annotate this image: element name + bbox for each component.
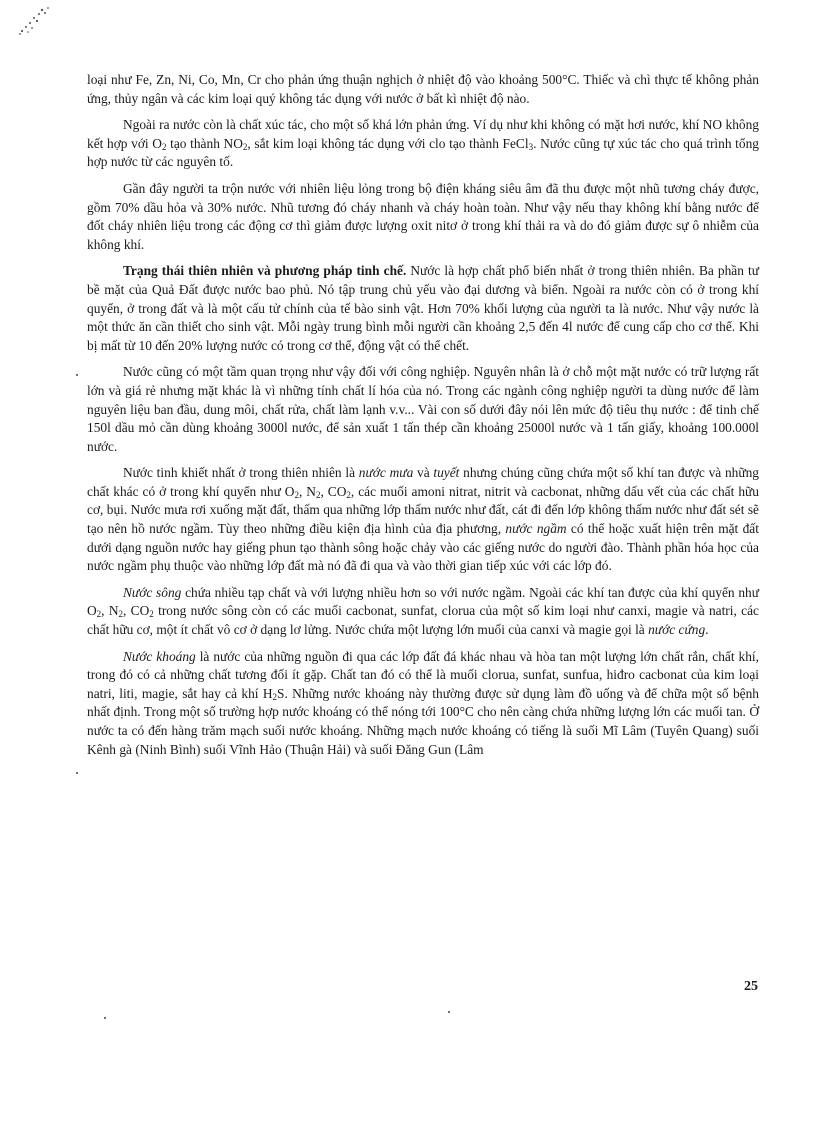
- paragraph: Ngoài ra nước còn là chất xúc tác, cho một số khá lớn phản ứng. Ví dụ như khi không có mặt hơi nước, khí NO không kết hợp với $O_2$ tạo thành $NO_2$, sắt kim loại không tác dụng với clo tạo thành FeCl$_3$. Nước cũng tự xúc tác cho quá trình tổng hợp nước từ các nguyên tố.: [87, 117, 759, 170]
- paragraph: loại như Fe, Zn, Ni, Co, Mn, Cr cho phản ứng thuận nghịch ở nhiệt độ vào khoảng 500°C. Thiếc và chì thực tế không phản ứng, thủy ngân và các kim loại quý không tác dụng với nước ở bất kì nhiệt độ nào.: [87, 72, 759, 106]
- speck: [76, 374, 78, 376]
- speck: [104, 1017, 106, 1019]
- paragraph: Nước khoáng là nước của những nguồn đi qua các lớp đất đá khác nhau và hòa tan một lượng lớn chất rắn, chất khí, trong đó có cả những chất tương đối ít gặp. Chất tan đó có thể là muối clorua, sunfat, sunfua, hiđro cacbonat của kim loại natri, liti, magie, sắt hay cả khí $H_2S$. Những nước khoáng này thường được sử dụng làm đồ uống và để chữa một số bệnh nhất định. Trong một số trường hợp nước khoáng có thể nóng tới 100°C cho nên càng chứa những lượng lớn các muối tan. Ở nước ta có đến hàng trăm mạch suối nước khoáng. Những mạch nước khoáng có tiếng là suối Mĩ Lâm (Tuyên Quang) suối Kênh gà (Ninh Bình) suối Vĩnh Hảo (Thuận Hải) và suối Đăng Gun (Lâm: [87, 648, 759, 757]
- speck: [448, 1011, 450, 1013]
- paragraph: Nước tinh khiết nhất ở trong thiên nhiên là nước mưa và tuyết nhưng chúng cũng chứa một số khí tan được và những chất khác có ở trong khí quyển như $O_2$, $N_2$, $CO_2$, các muối amoni nitrat, nitrit và cacbonat, những dấu vết của các chất hữu cơ, bụi. Nước mưa rơi xuống mặt đất, thấm qua những lớp thấm nước như đất, cát đi đến lớp không thấm nước như đất sét sẽ tạo nên hồ nước ngầm. Tùy theo những điều kiện địa hình của địa phương, nước ngầm có thể hoặc xuất hiện trên mặt đất dưới dạng nguồn nước hay giếng phun tạo thành sông hoặc chảy vào các giếng nước do người đào. Thành phần hóa học của nước ngầm phụ thuộc vào những lớp đất mà nó đã đi qua và vào thời gian tiếp xúc với các lớp đó.: [87, 465, 759, 574]
- paragraph: Nước sông chứa nhiều tạp chất và với lượng nhiều hơn so với nước ngầm. Ngoài các khí tan được của khí quyển như $O_2$, $N_2$, $CO_2$ trong nước sông còn có các muối cacbonat, sunfat, clorua của một số kim loại như canxi, magie và natri, các chất hữu cơ, một ít chất vô cơ ở dạng lơ lửng. Nước chứa một lượng lớn muối của canxi và magie gọi là nước cứng.: [87, 584, 759, 638]
- paragraph: Gần đây người ta trộn nước với nhiên liệu lỏng trong bộ điện kháng siêu âm đã thu được một nhũ tương cháy được, gồm 70% dầu hỏa và 30% nước. Nhũ tương đó cháy nhanh và cháy hoàn toàn. Như vậy nếu thay không khí bằng nước để đốt cháy nhiên liệu trong các động cơ thì giảm được lượng oxit nitơ ở trong khí thải ra và do đó giảm được sự ô nhiễm của không khí.: [87, 180, 759, 252]
- corner-stamp: [12, 4, 56, 38]
- section-heading: Trạng thái thiên nhiên và phương pháp tinh chế.: [123, 263, 407, 279]
- body-text: [87, 71, 759, 767]
- paragraph: Nước cũng có một tầm quan trọng như vậy đối với công nghiệp. Nguyên nhân là ở chỗ một mặt nước có trữ lượng rất lớn và giá rẻ nhưng mặt khác là vì những tính chất lí hóa của nó. Trong các ngành công nghiệp người ta dùng nước để làm nguyên liệu ban đầu, dung môi, chất rửa, chất làm lạnh v.v... Vài con số dưới đây nói lên mức độ tiêu thụ nước : để tinh chế 150l dầu mỏ cần dùng khoảng 3000l nước, để sản xuất 1 tấn thép cần khoảng 25000l nước và 1 tấn giấy, khoảng 100.000l nước.: [87, 364, 759, 454]
- page-number: 25: [744, 979, 758, 994]
- speck: [76, 772, 78, 774]
- paragraph: Trạng thái thiên nhiên và phương pháp tinh chế. Nước là hợp chất phổ biến nhất ở trong thiên nhiên. Ba phần tư bề mặt của Quả Đất được nước bao phủ. Nó tập trung chủ yếu vào đại dương và biển. Ngoài ra nước còn có ở trong khí quyển, ở trong đất và là một cấu tử chính của tế bào sinh vật. Hơn 70% khối lượng của người ta là nước. Như vậy nước là một thức ăn cần thiết cho sinh vật. Mỗi ngày trung bình mỗi người cần khoảng 2,5 đến 4l nước để cung cấp cho cơ thể. Khi bị mất từ 10 đến 20% lượng nước có trong cơ thể, động vật có thể chết.: [87, 263, 759, 353]
